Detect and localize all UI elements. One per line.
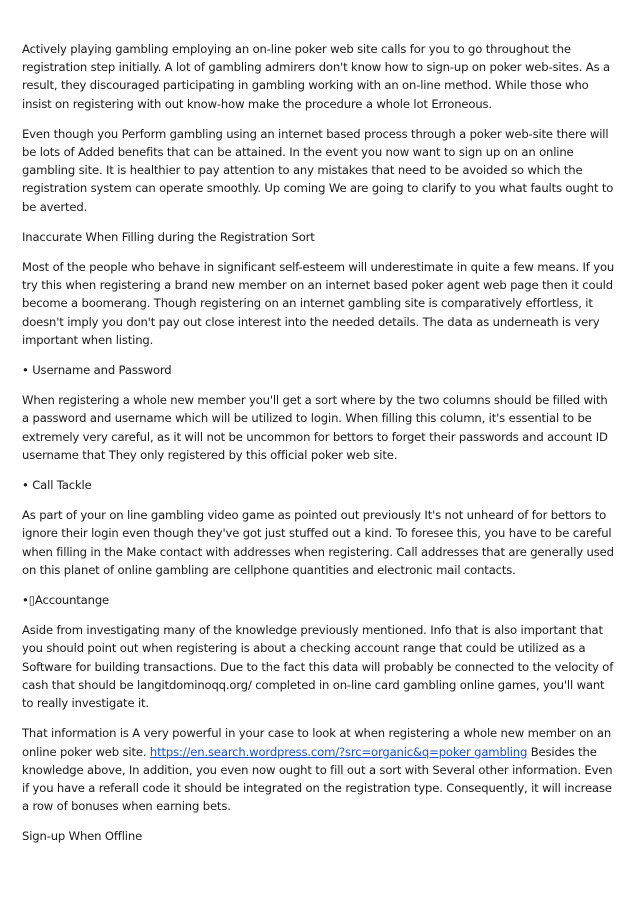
benefits-paragraph: Even though you Perform gambling using an internet based process through a poker web-site there will be lots of Added benefits that can be attained. In the event you now want to sign up on an online gambling site. It is healthier to pay attention to any mistakes that need to be avoided so which the registration system can operate smoothly. Up coming We are going to clarify to you what faults ought to be averted. bbox=[22, 126, 614, 214]
bullet-username-password: • Username and Password bbox=[22, 363, 172, 378]
information-text-end: Besides the knowledge above, In addition, you even now ought to fill out a sort with Several other information. Even if you have a referall code it should be integrated on the registration type. Consequently, it will increase a row of bonuses when earning bets. bbox=[22, 744, 613, 814]
username-paragraph: When registering a whole new member you'll get a sort where by the two columns should be filled with a password and username which will be utilized to login. When filling this column, it's essential to be extremely very careful, as it will not be uncommon for bettors to forget their passwords and account ID username that They only registered by this official poker web site. bbox=[22, 393, 608, 462]
information-text-start: That information is A very powerful in your case to look at when registering a whole new member on an online poker web site. bbox=[22, 726, 612, 759]
information-paragraph bbox=[22, 724, 617, 815]
bullet-account-range: •▯Accountange bbox=[22, 593, 110, 608]
section-heading-registration: Inaccurate When Filling during the Registration Sort bbox=[22, 229, 315, 244]
account-paragraph: Aside from investigating many of the knowledge previously mentioned. Info that is also important that you should point out when registering is about a checking account range that could be utilized as a Software for building transactions. Due to the fact this data will probably be connected to the velocity of cash that should be langitdominoqq.org/ completed in on-line card gambling online games, you'll want to really investigate it. bbox=[22, 623, 614, 711]
contact-paragraph: As part of your on line gambling video game as pointed out previously It's not unheard of for bettors to ignore their login even though they've got just stuffed out a kind. To foresee this, you have to be careful when filling in the Make contact with addresses when registering. Call addresses that are generally used on this planet of online gambling are cellphone quantities and electronic mail contacts. bbox=[22, 508, 614, 577]
intro-paragraph: Actively playing gambling employing an on-line poker web site calls for you to go throughout the registration step initially. A lot of gambling admirers don't know how to sign-up on poker web-sites. As a result, they discouraged participating in gambling working with an on-line method. While those who insist on registering with out know-how make the procedure a whole lot Erroneous. bbox=[22, 42, 610, 111]
wordpress-search-link[interactable]: https://en.search.wordpress.com/?src=organic&q=poker gambling bbox=[149, 744, 528, 759]
self-esteem-paragraph: Most of the people who behave in significant self-esteem will underestimate in quite a few means. If you try this when registering a brand new member on an internet based poker agent web page then it could become a boomerang. Though registering on an internet gambling site is comparatively effortless, it doesn't imply you don't pay out close interest into the needed details. The data as underneath is very important when listing. bbox=[22, 260, 615, 347]
closing-heading: Sign-up When Offline bbox=[22, 829, 143, 844]
bullet-call-tackle: • Call Tackle bbox=[22, 478, 92, 493]
